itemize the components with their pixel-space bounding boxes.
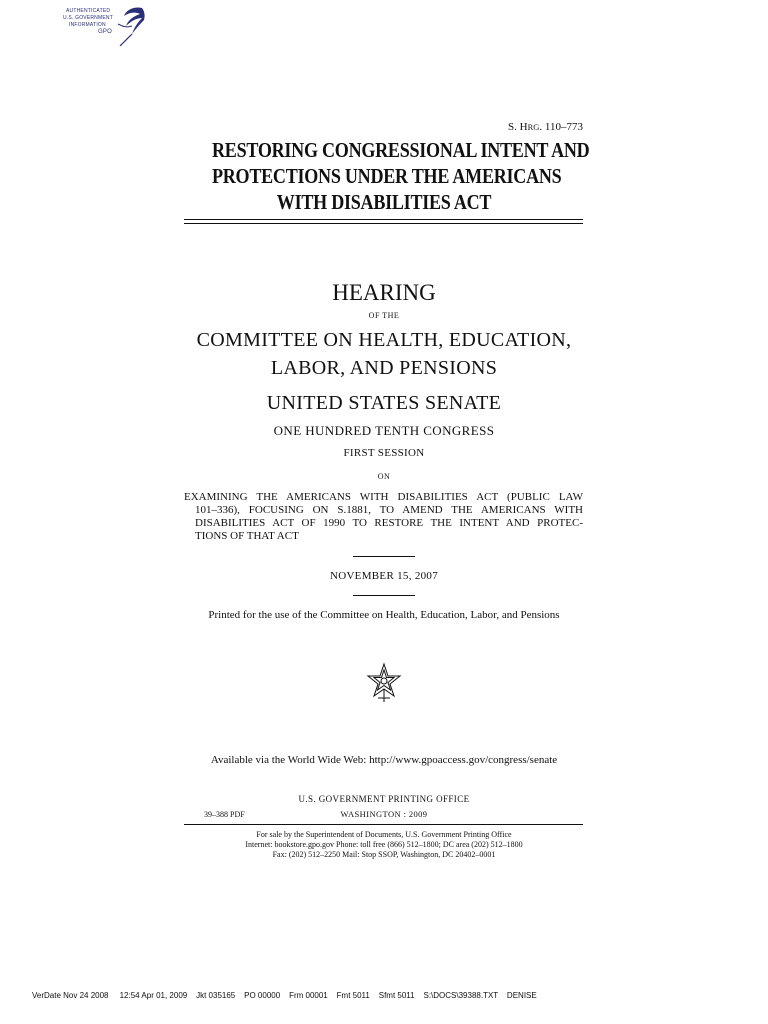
on-label: ON: [377, 472, 391, 481]
logo-line-1: AUTHENTICATED: [66, 8, 111, 14]
printing-office-label: U.S. GOVERNMENT PRINTING OFFICE: [298, 794, 470, 804]
hearing-number-value: . 110–773: [539, 121, 583, 133]
date-rule-upper: [353, 556, 415, 557]
star-ornament-icon: [364, 662, 404, 704]
title-rule-lower: [184, 223, 583, 224]
logo-line-3: INFORMATION: [69, 22, 106, 28]
title-line-3: WITH DISABILITIES ACT: [276, 190, 492, 214]
gpo-authenticated-logo: [62, 4, 152, 48]
senate-label: UNITED STATES SENATE: [266, 392, 502, 414]
availability-note: Available via the World Wide Web: http://www.gpoaccess.gov/congress/senate: [210, 754, 558, 766]
title-line-2: PROTECTIONS UNDER THE AMERICANS: [212, 164, 562, 188]
description-line-2: 101–336), FOCUSING ON S.1881, TO AMEND THE AMERICANS WITH: [195, 504, 583, 516]
sale-rule: [184, 824, 583, 825]
hearing-number-smallcaps: RG: [527, 122, 540, 132]
logo-line-2: U.S. GOVERNMENT: [63, 15, 113, 21]
congress-label: ONE HUNDRED TENTH CONGRESS: [273, 423, 495, 438]
jacket-number: 39–388 PDF: [204, 810, 245, 819]
hearing-date: NOVEMBER 15, 2007: [329, 570, 439, 582]
session-label: FIRST SESSION: [343, 447, 425, 459]
sale-line-1: For sale by the Superintendent of Documents, U.S. Government Printing Office: [256, 830, 512, 839]
hearing-description: [184, 491, 583, 543]
hearing-label: HEARING: [332, 280, 436, 305]
description-line-4: TIONS OF THAT ACT: [195, 530, 299, 542]
committee-line-2: LABOR, AND PENSIONS: [270, 357, 498, 379]
title-line-1: RESTORING CONGRESSIONAL INTENT AND: [212, 138, 590, 162]
of-the-label: OF THE: [368, 311, 400, 320]
description-line-1: EXAMINING THE AMERICANS WITH DISABILITIES ACT (PUBLIC LAW: [184, 491, 583, 503]
description-line-3: DISABILITIES ACT OF 1990 TO RESTORE THE INTENT AND PROTEC-: [195, 517, 583, 529]
logo-line-4: GPO: [98, 29, 112, 35]
title-rule-upper: [184, 219, 583, 220]
sale-line-3: Fax: (202) 512–2250 Mail: Stop SSOP, Washington, DC 20402–0001: [272, 850, 496, 859]
sale-line-2: Internet: bookstore.gpo.gov Phone: toll free (866) 512–1800; DC area (202) 512–1800: [245, 840, 523, 849]
eagle-icon: [112, 4, 148, 48]
washington-year: WASHINGTON : 2009: [340, 809, 428, 819]
hearing-number: [508, 121, 583, 133]
hearing-number-prefix: S. H: [508, 121, 528, 133]
committee-line-1: COMMITTEE ON HEALTH, EDUCATION,: [196, 329, 572, 351]
date-rule-lower: [353, 595, 415, 596]
verdate-footer: VerDate Nov 24 2008 12:54 Apr 01, 2009 Jkt 035165 PO 00000 Frm 00001 Fmt 5011 Sfmt 5011 S:\DOCS\39388.TXT DENISE: [32, 991, 537, 1000]
printed-for-note: Printed for the use of the Committee on Health, Education, Labor, and Pensions: [208, 609, 560, 621]
